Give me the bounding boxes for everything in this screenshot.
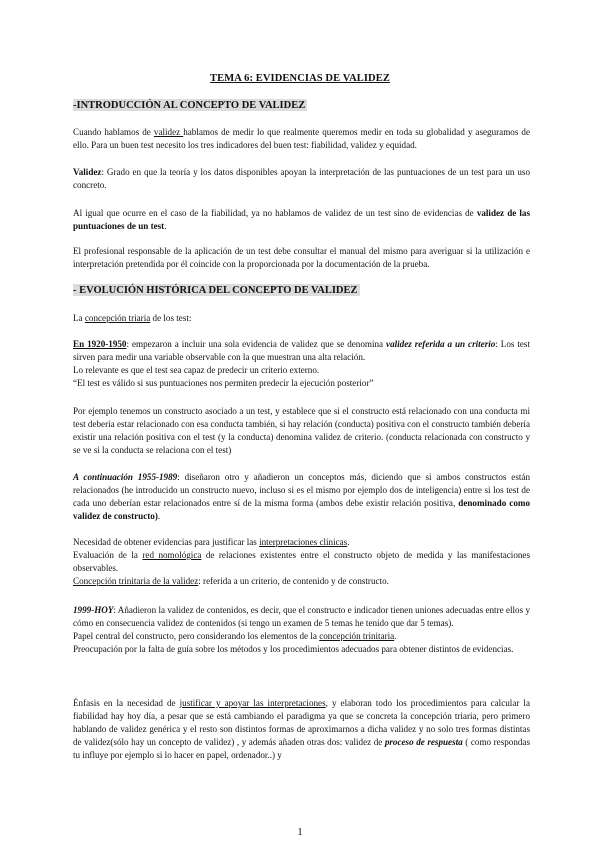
text: . (157, 510, 161, 521)
underlined-term: concepción trinitaria (319, 630, 395, 641)
text: ( como respondas tu influye por ejemplo si lo hacer en papel, ordenador..) y (73, 736, 530, 760)
text: Énfasis en la necesidad de (73, 698, 180, 708)
text: de los test: (150, 313, 192, 323)
bold-term: 1999-HOY (73, 605, 114, 615)
section-heading-introduccion: -INTRODUCCIÓN AL CONCEPTO DE VALIDEZ (73, 100, 306, 111)
page-number: 1 (297, 826, 303, 838)
text: La (73, 313, 85, 323)
bold-term: A continuación 1955-1989 (73, 472, 178, 482)
underlined-term: concepción triaria (84, 313, 151, 323)
underlined-term: interpretaciones clínicas (259, 537, 348, 547)
text: Lo relevante es que el test sea capaz de predecir un criterio externo. (73, 364, 320, 375)
text: Evaluación de la (73, 549, 143, 560)
text: : diseñaron otro y añadieron un conceptos más, diciendo que si ambos constructos están relacionados (he introducido un constructo nuevo, incluso si es el mismo por ejemplo dos de inteligencia) entre si los test de cada uno deberían estar relacionados entre sí de la misma forma (ambos debe existir relación positiva, (73, 472, 530, 508)
text: . (164, 220, 167, 231)
paragraph-validez-definition (73, 166, 530, 192)
text: de relaciones existentes entre el constructo objeto de medida y las manifestaciones observables. (73, 549, 531, 573)
underlined-term: justificar y apoyar las interpretaciones (179, 698, 326, 708)
paragraph-1955-1989 (73, 471, 530, 523)
quote: “El test es válido si sus puntuaciones nos permiten predecir la ejecución posterior” (73, 377, 374, 388)
text: : empezaron a incluir una sola evidencia de validez que se denomina (126, 339, 387, 349)
text: , y elaboran todo los procedimientos para calcular la fiabilidad hay hoy día, a pesar que se está cambiando el paradigma ya que se concreta la concepción triaria, pero primero hablando de validez genérica y el resto son distintos formas de aproximarnos a dicha validez y no solo tres formas distintas de validez(sólo hay un concepto de validez) , y además añaden otras dos: validez de (73, 698, 530, 747)
underlined-term: Concepción trinitaria de la validez (73, 575, 199, 586)
paragraph-enfasis (73, 697, 530, 762)
text: Necesidad de obtener evidencias para justificar las (73, 537, 260, 547)
bold-term: validez de las puntuaciones de un test (73, 208, 530, 231)
paragraph-fiabilidad (73, 207, 530, 233)
bold-term: denominado como validez de constructo) (73, 497, 530, 521)
text: : referida a un criterio, de contenido y de constructo. (198, 575, 389, 586)
document-title: TEMA 6: EVIDENCIAS DE VALIDEZ (210, 73, 390, 84)
paragraph-1999-hoy (73, 604, 530, 656)
text: Cuando hablamos de (73, 127, 154, 137)
bold-term: En 1920-1950 (73, 339, 127, 349)
text: : Grado en que la teoría y los datos disponibles apoyan la interpretación de las puntuaciones de un test para un uso concreto. (73, 167, 530, 190)
text: . (347, 537, 350, 547)
text: : Los test sirven para medir una variable observable con la que muestran una alta relación. (73, 339, 530, 362)
text: Preocupación por la falta de guía sobre los métodos y los procedimientos adecuados para obtener distintos de evidencias. (73, 643, 514, 654)
text: Por ejemplo tenemos un constructo asociado a un test, y establece que si el constructo está relacionado con una conducta mi test debería estar relacionado con esa conducta también, si hay relación (conducta) positiva con el constructo también debería existir una relación positiva con el test (y la conducta) denomina validez de criterio. (conducta relacionada con constructo y se ve si la conducta se relaciona con el test) (73, 406, 530, 455)
text: . (394, 630, 397, 641)
underlined-term: red nomológica (142, 549, 202, 560)
bold-term: Validez (73, 167, 102, 177)
text: Papel central del constructo, pero considerando los elementos de la (73, 630, 320, 641)
paragraph-1920-1950 (73, 338, 530, 390)
paragraph-concepcion-triaria (73, 312, 530, 325)
text: El profesional responsable de la aplicación de un test debe consultar el manual del mismo para averiguar si la utilización e interpretación pretendida por él coincide con la proporcionada por la documentación de la prueba. (73, 246, 530, 269)
paragraph-profesional (73, 245, 530, 271)
bold-term: validez referida a un criterio (386, 339, 496, 349)
section-heading-evolucion: - EVOLUCIÓN HISTÓRICA DEL CONCEPTO DE VALIDEZ (73, 285, 358, 296)
text: hablamos de medir lo que realmente queremos medir en toda su globalidad y aseguramos de ello. Para un buen test necesito los tres indicadores del buen test: fiabilidad, validez y equidad. (73, 127, 530, 150)
underlined-term: validez (153, 127, 184, 137)
paragraph-validez-intro (73, 126, 530, 152)
text: Al igual que ocurre en el caso de la fiabilidad, ya no hablamos de validez de un test sino de evidencias de (73, 208, 477, 218)
bold-term: proceso de respuesta (384, 736, 463, 747)
paragraph-necesidad (73, 536, 530, 588)
text: : Añadieron la validez de contenidos, es decir, que el constructo e indicador tienen uniones adecuadas entre ellos y cómo en consecuencia validez de contenidos (si tengo un examen de 5 temas he tenido que dar 5 temas). (73, 605, 530, 628)
paragraph-ejemplo (73, 405, 530, 457)
